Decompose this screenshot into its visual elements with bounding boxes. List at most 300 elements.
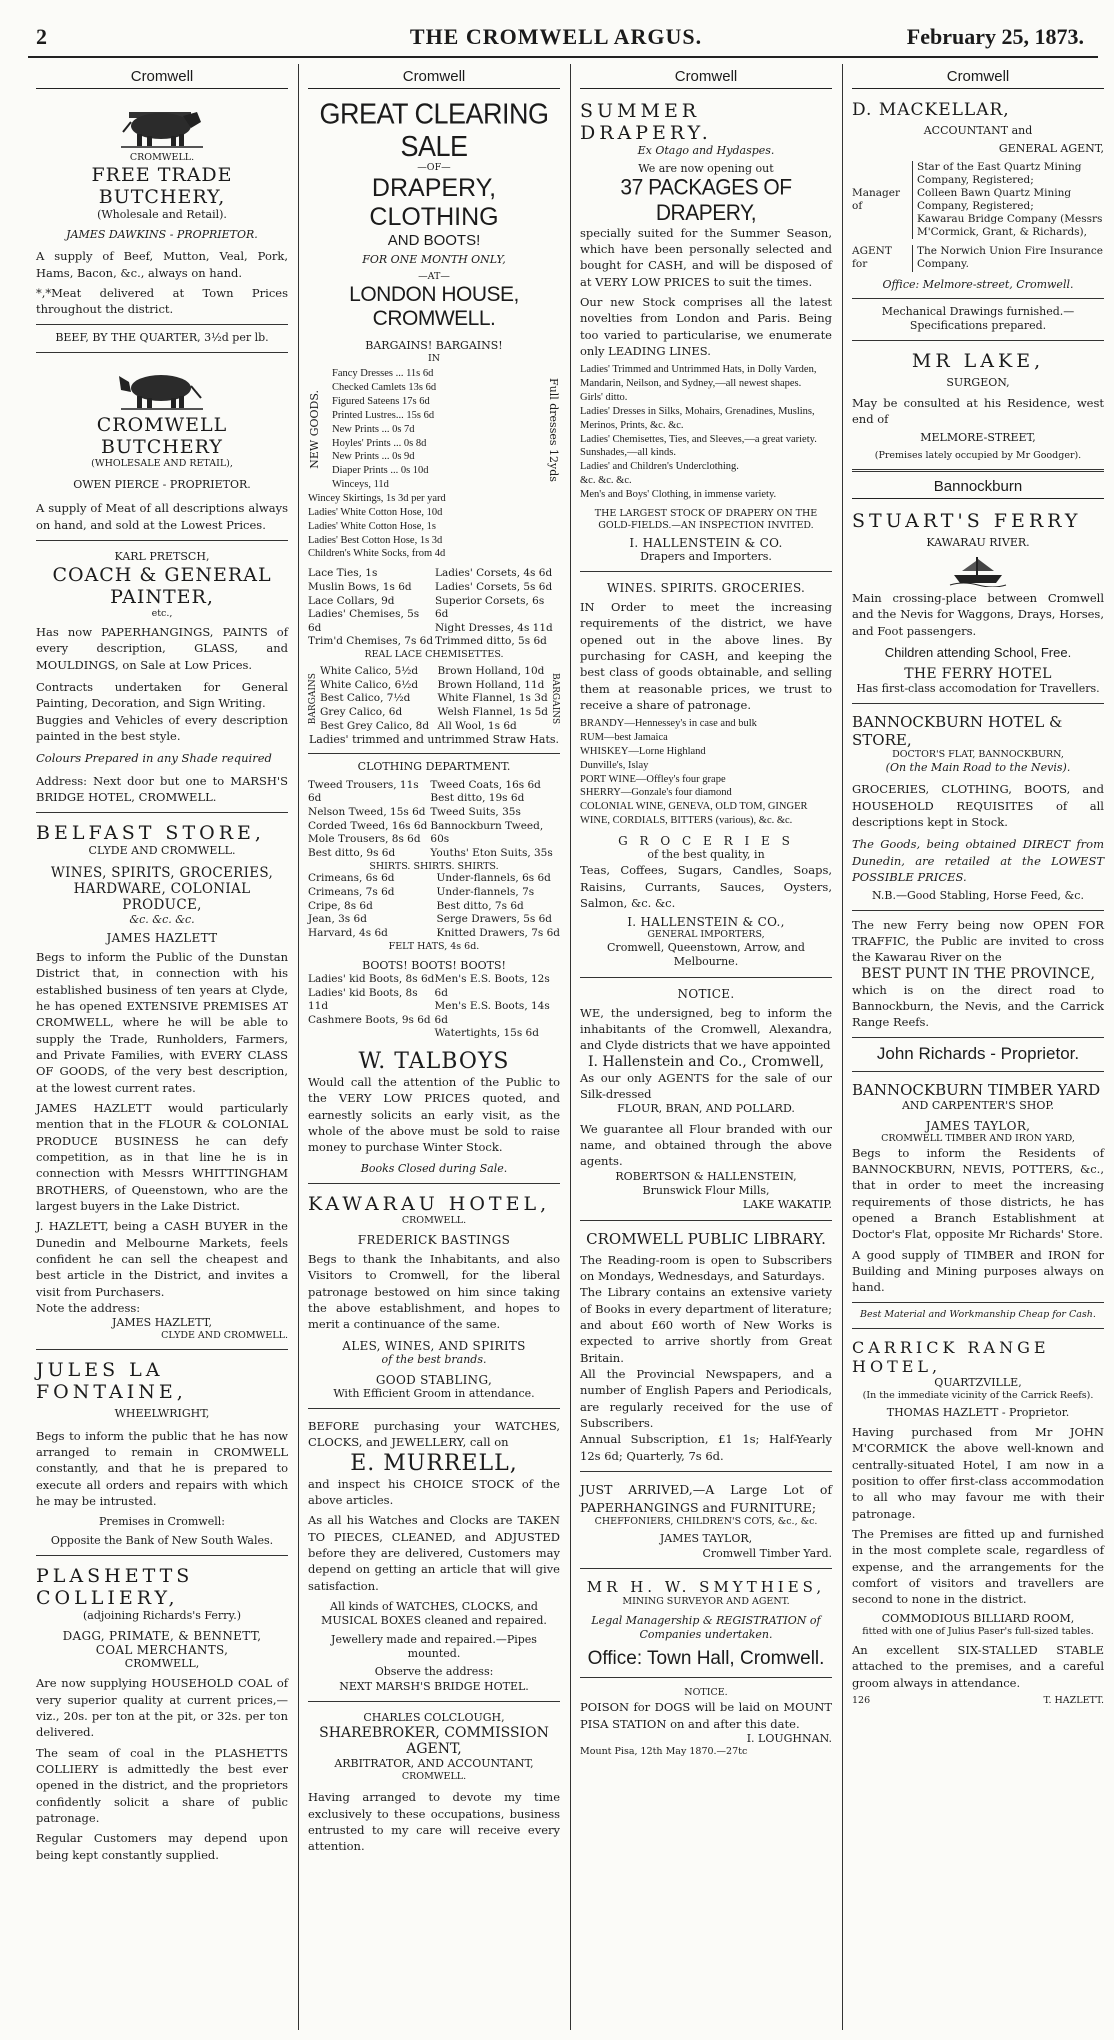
column-3 — [574, 66, 838, 2026]
ad-stuarts-ferry — [852, 505, 1104, 705]
signature: JAMES TAYLOR, — [659, 1532, 753, 1546]
list-item: RUM—best Jamaica — [580, 732, 668, 744]
price-item: All Wool, 1s 6d — [437, 719, 517, 732]
price-item: Best Grey Calico, 8d — [320, 719, 430, 732]
business-name: CROMWELL PUBLIC LIBRARY. — [586, 1229, 826, 1248]
signature: Cromwell Timber Yard. — [702, 1546, 832, 1560]
price-column — [435, 567, 560, 649]
price-item: Knitted Drawers, 7s 6d — [436, 927, 560, 940]
business-name: STUART'S FERRY — [852, 509, 1082, 532]
price-item: Cashmere Boots, 9s 6d — [308, 1013, 431, 1026]
proprietor: John Richards - Proprietor. — [876, 1043, 1080, 1063]
ferry-boat-icon — [948, 553, 1008, 587]
ad-headline: GREAT CLEARING SALE — [319, 98, 549, 163]
ad-text: which is on the direct road to Bannockburn, the Nevis, and the Carrick Range Reefs. — [852, 982, 1104, 1030]
heading: I. Hallenstein and Co., Cromwell, — [587, 1053, 825, 1070]
proprietor: JAMES HAZLETT — [106, 930, 218, 945]
signature: Cromwell, Queenstown, Arrow, and Melbourne. — [607, 941, 805, 969]
heading: ARBITRATOR, AND ACCOUNTANT, — [334, 1757, 534, 1771]
column-heading: Cromwell — [852, 66, 1104, 89]
heading: Children attending School, Free. — [884, 644, 1072, 660]
price-column — [308, 567, 435, 649]
price-column — [430, 779, 560, 861]
price-item: Grey Calico, 6d — [320, 705, 403, 718]
price-item: Ladies' kid Boots, 8s 11d — [308, 986, 418, 1013]
ad-text: An excellent SIX-STALLED STABLE attached to the premises, and a careful groom always in attendance. — [852, 1642, 1104, 1690]
label: AGENT for — [852, 245, 892, 271]
list-item: PORT WINE—Offley's four grape — [580, 773, 726, 785]
subtitle: DOCTOR'S FLAT, BANNOCKBURN, — [892, 749, 1064, 761]
price-item: Harvard, 4s 6d — [308, 927, 388, 940]
price-item: Youths' Eton Suits, 35s — [430, 846, 553, 859]
price-item: Wincey Skirtings, 1s 3d per yard — [308, 492, 446, 504]
price-item: Lace Collars, 9d — [308, 594, 395, 607]
heading: COAL MERCHANTS, — [95, 1643, 229, 1658]
ad-text: and inspect his CHOICE STOCK of the above articles. — [308, 1476, 560, 1508]
column-4 — [846, 66, 1110, 2026]
price-item: Watertights, 15s 6d — [434, 1027, 539, 1040]
ad-text: Best Material and Workmanship Cheap for Cash. — [860, 1308, 1096, 1320]
heading: BEST PUNT IN THE PROVINCE, — [861, 965, 1095, 982]
goods-price-list — [324, 367, 544, 492]
list-item: Ladies' Trimmed and Untrimmed Hats, in Dolly Varden, Mandarin, Neilson, and Sydney,—all newest shapes. — [580, 364, 817, 390]
ad-text: The Library contains an extensive variety of Books in every department of literature; and about £60 worth of New Works is expected to arrive shortly from Great Britain. — [580, 1285, 832, 1365]
price-item: Welsh Flannel, 1s 5d — [437, 705, 548, 718]
ad-text: All the Provincial Newspapers, and a number of English Papers and Periodicals, are regularly received for the use of Subscribers. — [580, 1366, 832, 1430]
business-name: BELFAST STORE, — [36, 822, 265, 845]
price-column — [308, 973, 435, 1041]
proprietor: JAMES DAWKINS - PROPRIETOR. — [66, 228, 258, 242]
masthead-rule — [28, 56, 1098, 58]
ad-text: Would call the attention of the Public to the VERY LOW PRICES quoted, and earnestly solicits an early visit, as the whole of the above must be sold to raise money to purchase Winter Stock. — [308, 1075, 560, 1155]
ad-text: Our new Stock comprises all the latest novelties from London and Paris. Being too varied to particularise, we enumerate only LEADING LINES. — [580, 294, 832, 358]
price-item: Fancy Dresses ... 11s 6d — [332, 368, 434, 380]
ad-text: WE, the undersigned, beg to inform the inhabitants of the Cromwell, Alexandra, and Clyde districts that we have appointed — [580, 1005, 832, 1053]
price-column — [437, 872, 560, 940]
price-item: Best Calico, 7½d — [320, 692, 411, 705]
ad-text: Ladies' trimmed and untrimmed Straw Hats. — [308, 733, 560, 747]
subtitle: KAWARAU RIVER. — [926, 535, 1030, 549]
price-item: Tweed Suits, 35s — [430, 806, 521, 819]
masthead — [14, 24, 1098, 52]
column-heading: Cromwell — [36, 66, 288, 89]
list-item: Girls' ditto. — [580, 391, 628, 403]
ad-text: Jewellery made and repaired.—Pipes mounted. — [331, 1632, 537, 1660]
ad-just-arrived — [580, 1476, 832, 1569]
column-2 — [302, 66, 566, 2026]
heading: BOOTS! BOOTS! BOOTS! — [362, 958, 506, 972]
heading: FLOUR, BRAN, AND POLLARD. — [617, 1102, 795, 1116]
bull-illustration-icon — [117, 102, 207, 150]
business-name: CHARLES COLCLOUGH, — [363, 1710, 505, 1724]
heading: &c. &c. &c. — [129, 912, 195, 926]
subtitle: (On the Main Road to the Nevis). — [885, 761, 1071, 775]
price-item: Tweed Coats, 16s 6d — [430, 778, 541, 791]
signature: Brunswick Flour Mills, — [642, 1184, 770, 1197]
ad-text: specially suited for the Summer Season, which have been personally selected and bought for CASH, and will be disposed of at VERY LOW PRICES to suit the times. — [580, 225, 832, 289]
heading: ALES, WINES, AND SPIRITS — [342, 1338, 526, 1353]
business-name: CARRICK RANGE HOTEL, — [852, 1337, 1050, 1376]
subtitle: (adjoining Richards's Ferry.) — [83, 1608, 241, 1622]
ad-kawarau-hotel — [308, 1188, 560, 1409]
ad-poison-notice — [580, 1682, 832, 1765]
price-item: Ladies' Best Cotton Hose, 1s 3d — [308, 534, 443, 546]
price-item: Diaper Prints ... 0s 10d — [332, 465, 429, 477]
ad-text: GROCERIES, CLOTHING, BOOTS, and HOUSEHOLD REQUISITES of all descriptions kept in Stock. — [852, 782, 1104, 830]
price-item: Jean, 3s 6d — [308, 913, 367, 926]
proprietor: THOMAS HAZLETT - Proprietor. — [886, 1405, 1070, 1419]
ad-wines-spirits-groceries — [580, 576, 832, 978]
price-item: White Calico, 6½d — [320, 678, 419, 691]
ad-text: Begs to thank the Inhabitants, and also Visitors to Cromwell, for the liberal patronage bestowed on him since taking the above establishment, and hopes to merit a continuance of the same. — [308, 1251, 560, 1332]
price-item: Best ditto, 9s 6d — [308, 846, 396, 859]
agency: The Norwich Union Fire Insurance Company. — [912, 245, 1104, 271]
heading: SURGEON, — [946, 376, 1010, 390]
ad-text: The new Ferry being now OPEN FOR TRAFFIC, the Public are invited to cross the Kawarau River on the — [852, 917, 1104, 965]
calico-table — [320, 665, 548, 733]
price-column — [435, 973, 560, 1041]
connector: IN — [427, 353, 441, 365]
business-name: E. MURRELL, — [350, 1450, 518, 1476]
price-item: Mole Trousers, 8s 6d — [308, 833, 421, 846]
business-name: PLASHETTS COLLIERY, — [36, 1564, 194, 1609]
price-column — [308, 779, 430, 861]
column-1 — [30, 66, 294, 2026]
ad-text: With Efficient Groom in attendance. — [333, 1386, 535, 1400]
business-name: SUMMER DRAPERY. — [580, 100, 712, 144]
clothing-table — [308, 779, 560, 861]
heading: NOTICE. — [684, 1687, 728, 1699]
business-name: KAWARAU HOTEL, — [308, 1193, 551, 1215]
price-item: Best ditto, 7s 6d — [436, 899, 524, 912]
ad-text: A good supply of TIMBER and IRON for Building and Mining purposes always on hand. — [852, 1247, 1104, 1295]
signature: I. LOUGHNAN. — [746, 1731, 832, 1745]
ad-text: As our only AGENTS for the sale of our Silk-dressed — [580, 1070, 832, 1102]
issue-date: February 25, 1873. — [906, 24, 1084, 49]
business-name: CROMWELL BUTCHERY — [96, 414, 228, 459]
ad-text: Buggies and Vehicles of every description painted in the best style. — [36, 712, 288, 744]
address: NEXT MARSH'S BRIDGE HOTEL. — [339, 1679, 529, 1693]
ad-headline: 37 PACKAGES OF DRAPERY, — [620, 175, 792, 225]
ad-text: Begs to inform the public that he has now arranged to remain in CROMWELL constantly, and that he is prepared to execute all orders and repairs with which he may be intrusted. — [36, 1428, 288, 1508]
ad-text: Has first-class accomodation for Travellers. — [856, 681, 1100, 695]
subtitle: (WHOLESALE AND RETAIL), — [91, 458, 233, 470]
bull-illustration-icon — [117, 364, 207, 412]
business-name: BANNOCKBURN HOTEL & STORE, — [852, 713, 1063, 750]
price-item: Men's E.S. Boots, 14s 6d — [434, 1000, 550, 1026]
price-line: BEEF, BY THE QUARTER, 3½d per lb. — [55, 330, 269, 344]
lace-corsets-table — [308, 567, 560, 649]
signature: T. HAZLETT. — [1043, 1694, 1104, 1706]
signature-place: CLYDE AND CROMWELL. — [161, 1330, 288, 1342]
ad-plashetts-colliery — [36, 1560, 288, 1870]
heading: DAGG, PRIMATE, & BENNETT, — [62, 1629, 262, 1644]
ad-belfast-store — [36, 817, 288, 1350]
ad-text: CHEFFONIERS, CHILDREN'S COTS, &c., &c. — [594, 1516, 818, 1528]
price-item: Cripe, 8s 6d — [308, 899, 373, 912]
subtitle: CROMWELL. — [401, 1215, 467, 1226]
place-label: CROMWELL. — [129, 152, 195, 163]
list-item: Colleen Bawn Quartz Mining Company, Registered; — [917, 186, 1072, 212]
heading: GOOD STABLING, — [375, 1372, 493, 1387]
ad-text: POISON for DOGS will be laid on MOUNT PISA STATION on and after this date. — [580, 1700, 832, 1731]
ad-smythies-surveyor — [580, 1573, 832, 1678]
price-item: Nelson Tweed, 15s 6d — [308, 806, 426, 819]
side-label: Full dresses 12yds — [547, 377, 560, 482]
heading: THE FERRY HOTEL — [904, 665, 1052, 682]
price-item: Tweed Trousers, 11s 6d — [308, 778, 419, 805]
connector: —AT— — [418, 271, 450, 283]
ad-text: A supply of Meat of all descriptions always on hand, and sold at the Lowest Prices. — [36, 501, 288, 532]
list-item: WHISKEY—Lorne Highland — [580, 745, 706, 757]
price-item: Ladies' White Cotton Hose, 10d — [308, 506, 443, 518]
ad-bannockburn-hotel — [852, 708, 1104, 1071]
heading: CROMWELL, — [124, 1657, 200, 1671]
list-item: Men's and Boys' Clothing, in immense variety. — [580, 488, 777, 500]
ad-text: May be consulted at his Residence, west end of — [852, 395, 1104, 427]
column-heading: Cromwell — [580, 66, 832, 89]
business-heading: COACH & GENERAL PAINTER, — [52, 564, 272, 609]
price-item: Ladies' kid Boots, 8s 6d — [308, 972, 435, 985]
ad-cromwell-public-library — [580, 1225, 832, 1472]
price-item: White Calico, 5½d — [320, 664, 419, 677]
ad-text: Are now supplying HOUSEHOLD COAL of very superior quality at current prices,—viz., 20s. per ton at the pit, or 32s. per ton delivered. — [36, 1676, 288, 1740]
price-item: Trim'd Chemises, 7s 6d — [308, 635, 434, 648]
ad-summer-drapery — [580, 95, 832, 572]
side-label: BARGAINS — [550, 673, 560, 725]
address: Opposite the Bank of New South Wales. — [50, 1533, 274, 1547]
price-item: Night Dresses, 4s 11d — [434, 621, 553, 634]
list-item: Ladies' Dresses in Silks, Mohairs, Grenadines, Muslins, Merinos, Prints, &c. &c. — [580, 405, 815, 431]
page-number: 2 — [36, 24, 47, 49]
ad-text: Main crossing-place between Cromwell and the Nevis for Waggons, Drays, Horses, and Foot passengers. — [852, 590, 1104, 638]
connector: —OF— — [417, 162, 451, 173]
price-item: Under-flannels, 6s 6d — [436, 872, 551, 885]
ad-headline: AND BOOTS! — [387, 231, 481, 249]
heading: SHIRTS. SHIRTS. SHIRTS. — [369, 860, 499, 872]
ad-text: Premises in Cromwell: — [99, 1515, 225, 1529]
ad-text: The seam of coal in the PLASHETTS COLLIERY is admittedly the best ever opened in the district, and the proprietors confidently solicit a share of public patronage. — [36, 1745, 288, 1826]
price-item: Ladies' Corsets, 5s 6d — [434, 580, 553, 593]
ad-text: of the best quality, in — [647, 848, 765, 862]
ad-text: (Premises lately occupied by Mr Goodger). — [874, 449, 1082, 461]
side-label: NEW GOODS. — [308, 390, 321, 469]
ad-text: THE LARGEST STOCK OF DRAPERY ON THE GOLD-FIELDS.—AN INSPECTION INVITED. — [594, 507, 818, 531]
business-name: MR H. W. SMYTHIES, — [586, 1577, 826, 1596]
price-item: Corded Tweed, 16s 6d — [308, 819, 428, 832]
managed-companies — [912, 161, 1104, 240]
ad-cromwell-butchery — [36, 357, 288, 541]
ad-text: The Goods, being obtained DIRECT from Dunedin, are retailed at the LOWEST POSSIBLE PRICES. — [852, 837, 1104, 884]
list-item: Sunshades,—all kinds. — [580, 447, 676, 459]
heading: NOTICE. — [677, 986, 735, 1001]
ad-text: Having purchased from Mr JOHN M'CORMICK the above well-known and centrally-situated Hotel, I am now in a position to offer first-class accommodation to all who may favour me with their patronage. — [852, 1425, 1104, 1521]
list-item: Ladies' Chemisettes, Ties, and Sleeves,—a great variety. — [580, 433, 817, 445]
ad-d-mackellar — [852, 95, 1104, 341]
subtitle: FOR ONE MONTH ONLY, — [362, 252, 506, 266]
subtitle: MINING SURVEYOR AND AGENT. — [622, 1595, 790, 1607]
heading: BARGAINS! BARGAINS! — [365, 339, 503, 353]
ad-text: BEFORE purchasing your WATCHES, CLOCKS, and JEWELLERY, call on — [308, 1419, 560, 1450]
list-item: SHERRY—Gonzale's four diamond — [580, 787, 732, 799]
ad-text: Note the address: — [36, 1300, 141, 1315]
heading: CLOTHING DEPARTMENT. — [357, 760, 511, 774]
heading: ACCOUNTANT and — [923, 124, 1033, 137]
signature: I. HALLENSTEIN & CO., — [627, 915, 785, 930]
subtitle: QUARTZVILLE, — [934, 1375, 1022, 1389]
ad-free-trade-butchery — [36, 95, 288, 353]
subtitle: CLYDE AND CROMWELL. — [88, 844, 236, 858]
signature: JAMES HAZLETT, — [112, 1316, 212, 1330]
column-divider — [842, 64, 843, 2030]
ad-text: JAMES HAZLETT would particularly mention that in the FLOUR & COLONIAL PRODUCE BUSINESS he can defy competition, as in that line he is in connection with Messrs WHITTINGHAM BROTHERS, of Queenstown, who are the largest buyers in the Lake District. — [36, 1100, 288, 1213]
business-name: BANNOCKBURN TIMBER YARD — [852, 1080, 1101, 1099]
ad-text: N.B.—Good Stabling, Horse Feed, &c. — [872, 889, 1084, 903]
price-column — [320, 665, 429, 733]
price-item: Crimeans, 7s 6d — [308, 886, 395, 899]
signature: Drapers and Importers. — [640, 549, 772, 563]
price-item: Ladies' White Cotton Hose, 1s — [308, 520, 436, 532]
shirts-table — [308, 872, 560, 940]
store-name: LONDON HOUSE, CROMWELL. — [349, 283, 519, 331]
column-heading: Cromwell — [308, 66, 560, 89]
ad-mr-lake-surgeon — [852, 345, 1104, 471]
section-heading: Bannockburn — [852, 476, 1104, 499]
ad-number: 126 — [852, 1694, 871, 1706]
price-item: Brown Holland, 10d — [437, 664, 545, 677]
price-item: Best ditto, 19s 6d — [430, 792, 525, 805]
ad-great-clearing-sale — [308, 95, 560, 1184]
price-item: Checked Camlets 13s 6d — [332, 382, 437, 394]
list-item: BRANDY—Hennessey's in case and bulk — [580, 718, 757, 730]
list-item: &c. &c. &c. — [580, 475, 632, 487]
list-item: COLONIAL WINE, GENEVA, OLD TOM, GINGER WINE, CORDIALS, BITTERS (various), &c. &c. — [580, 801, 808, 827]
ad-text: All kinds of WATCHES, CLOCKS, and MUSICAL BOXES cleaned and repaired. — [321, 1600, 547, 1628]
boots-table — [308, 973, 560, 1041]
price-item: Lace Ties, 1s — [308, 567, 378, 580]
price-item: Under-flannels, 7s — [436, 886, 535, 899]
signature: GENERAL IMPORTERS, — [647, 929, 765, 941]
ad-text: Annual Subscription, £1 1s; Half-Yearly 12s 6d; Quarterly, 7s 6d. — [580, 1432, 832, 1463]
drapery-list — [580, 363, 832, 502]
ad-text: The Premises are fitted up and furnished in the most complete scale, regardless of expense, and the arrangements for the comfort of visitors and travellers are second to none in the district. — [852, 1527, 1104, 1607]
price-item: Hoyles' Prints ... 0s 8d — [332, 437, 427, 449]
price-item: Crimeans, 6s 6d — [308, 872, 395, 885]
label: Manager of — [852, 186, 900, 212]
hosiery-list — [308, 492, 560, 561]
ad-text: JUST ARRIVED,—A Large Lot of PAPERHANGINGS and FURNITURE; — [580, 1481, 832, 1515]
ad-text: As all his Watches and Clocks are TAKEN TO PIECES, CLEANED, and ADJUSTED before they are delivered, Customers may depend on getting an article that will give satisfaction. — [308, 1513, 560, 1593]
list-item: Dunville's, Islay — [580, 759, 649, 771]
ad-text: A supply of Beef, Mutton, Veal, Pork, Hams, Bacon, &c., always on hand. — [36, 249, 288, 280]
ad-text: The Reading-room is open to Subscribers on Mondays, Wednesdays, and Saturdays. — [580, 1252, 832, 1283]
subtitle: AND CARPENTER'S SHOP. — [901, 1098, 1055, 1112]
ad-jules-la-fontaine — [36, 1354, 288, 1556]
ad-text: Begs to inform the Residents of BANNOCKBURN, NEVIS, POTTERS, &c., that in order to meet the increasing requirements of those districts, he has opened a Branch Establishment at Doctor's Flat, opposite Mr Richards' Store. — [852, 1145, 1104, 1242]
column-divider — [570, 64, 571, 2030]
signature: ROBERTSON & HALLENSTEIN, — [615, 1169, 797, 1183]
proprietor: FREDERICK BASTINGS — [357, 1232, 511, 1247]
ad-text: J. HAZLETT, being a CASH BUYER in the Dunedin and Melbourne Markets, feels confident he can sell the cheapest and best article in the District, and invites a visit from Purchasers. — [36, 1219, 288, 1299]
heading: COMMODIOUS BILLIARD ROOM, — [881, 1611, 1075, 1625]
business-name: JULES LA FONTAINE, — [36, 1359, 187, 1404]
ad-carrick-range-hotel — [852, 1333, 1104, 1714]
price-item: Children's White Socks, from 4d — [308, 548, 446, 560]
ad-text: *,*Meat delivered at Town Prices throughout the district. — [36, 286, 288, 317]
address: Office: Melmore-street, Cromwell. — [882, 277, 1074, 291]
subtitle: WHEELWRIGHT, — [114, 1407, 210, 1421]
ad-text: Begs to inform the Public of the Dunstan District that, in connection with his established business of ten years at Clyde, he has opened EXTENSIVE PREMISES AT CROMWELL, where he will be able to supply the Trade, Runholders, Farmers, and Private Families, with EVERY CLASS OF GOODS, of the very best description, at the lowest current rates. — [36, 949, 288, 1095]
ad-text: Colours Prepared in any Shade required — [36, 751, 272, 766]
list-item: Star of the East Quartz Mining Company, Registered; — [917, 160, 1082, 186]
heading: GENERAL AGENT, — [998, 142, 1104, 156]
price-item: New Prints ... 0s 7d — [332, 423, 415, 435]
price-item: Men's E.S. Boots, 12s 6d — [434, 972, 550, 999]
price-item: White Flannel, 1s 3d — [437, 692, 548, 705]
ad-text: IN Order to meet the increasing requirements of the district, we have opened out in the above lines. By purchasing for CASH, and keeping the best class of goods obtainable, and selling them at reasonable prices, we trust to receive a share of patronage. — [580, 599, 832, 712]
side-label: BARGAINS — [308, 673, 318, 725]
ad-text: Contracts undertaken for General Painting, Decoration, and Sign Writing. — [36, 680, 288, 711]
price-item: Winceys, 11d — [332, 479, 389, 491]
ad-text: Has now PAPERHANGINGS, PAINTS of every description, GLASS, and MOULDINGS, on Sale at Low Prices. — [36, 625, 288, 672]
list-item: Ladies' and Children's Underclothing. — [580, 461, 739, 473]
price-item: Bannockburn Tweed, 60s — [430, 819, 544, 846]
address: MELMORE-STREET, — [920, 431, 1036, 445]
heading: REAL LACE CHEMISETTES. — [364, 649, 504, 661]
ad-bannockburn-timber-yard — [852, 1076, 1104, 1329]
price-item: Printed Lustres... 15s 6d — [332, 409, 435, 421]
ad-headline: DRAPERY, CLOTHING — [369, 173, 499, 231]
newspaper-title: THE CROMWELL ARGUS. — [409, 24, 703, 49]
subtitle: CROMWELL TIMBER AND IRON YARD, — [881, 1132, 1075, 1144]
subtitle: (Wholesale and Retail). — [97, 207, 227, 221]
ad-text: Books Closed during Sale. — [360, 1161, 508, 1175]
address: Address: Next door but one to MARSH'S BRIDGE HOTEL, CROMWELL. — [36, 773, 288, 805]
subtitle: (In the immediate vicinity of the Carrick Reefs). — [862, 1389, 1094, 1401]
ad-charles-colclough — [308, 1706, 560, 1862]
price-item: New Prints ... 0s 9d — [332, 451, 415, 463]
proprietor: JAMES TAYLOR, — [925, 1118, 1031, 1133]
proprietor: W. TALBOYS — [358, 1049, 510, 1075]
price-item: Ladies' Corsets, 4s 6d — [434, 567, 553, 580]
signature: LAKE WAKATIP. — [742, 1198, 832, 1212]
price-column — [438, 665, 548, 733]
ad-text: We guarantee all Flour branded with our name, and obtained through the above agents. — [580, 1121, 832, 1169]
heading: SHAREBROKER, COMMISSION AGENT, — [319, 1725, 549, 1758]
ad-text: fitted with one of Julius Paser's full-sized tables. — [862, 1625, 1094, 1637]
ad-text: Legal Managership & REGISTRATION of Companies undertaken. — [591, 1613, 821, 1641]
price-column — [308, 872, 394, 940]
business-name: D. MACKELLAR, — [852, 100, 1010, 120]
price-item: Serge Drawers, 5s 6d — [436, 913, 553, 926]
business-name: KARL PRETSCH, — [114, 549, 210, 563]
price-item: Figured Sateens 17s 6d — [332, 395, 430, 407]
ad-e-murrell — [308, 1413, 560, 1702]
wine-list — [580, 717, 832, 828]
ad-text: Regular Customers may depend upon being kept constantly supplied. — [36, 1831, 288, 1862]
price-item: Brown Holland, 11d — [437, 678, 545, 691]
ad-text: Observe the address: — [374, 1665, 494, 1679]
price-item: Muslin Bows, 1s 6d — [308, 580, 412, 593]
signature: I. HALLENSTEIN & CO. — [629, 535, 783, 550]
heading: FELT HATS, 4s 6d. — [388, 940, 480, 952]
ad-notice-flour — [580, 982, 832, 1221]
heading: WINES. SPIRITS. GROCERIES. — [606, 580, 806, 595]
price-item: Ladies' Chemises, 5s 6d — [308, 608, 420, 634]
heading: WINES, SPIRITS, GROCERIES, HARDWARE, COLONIAL PRODUCE, — [50, 864, 274, 913]
heading: of the best brands. — [381, 1352, 487, 1366]
heading: G R O C E R I E S — [618, 834, 794, 849]
